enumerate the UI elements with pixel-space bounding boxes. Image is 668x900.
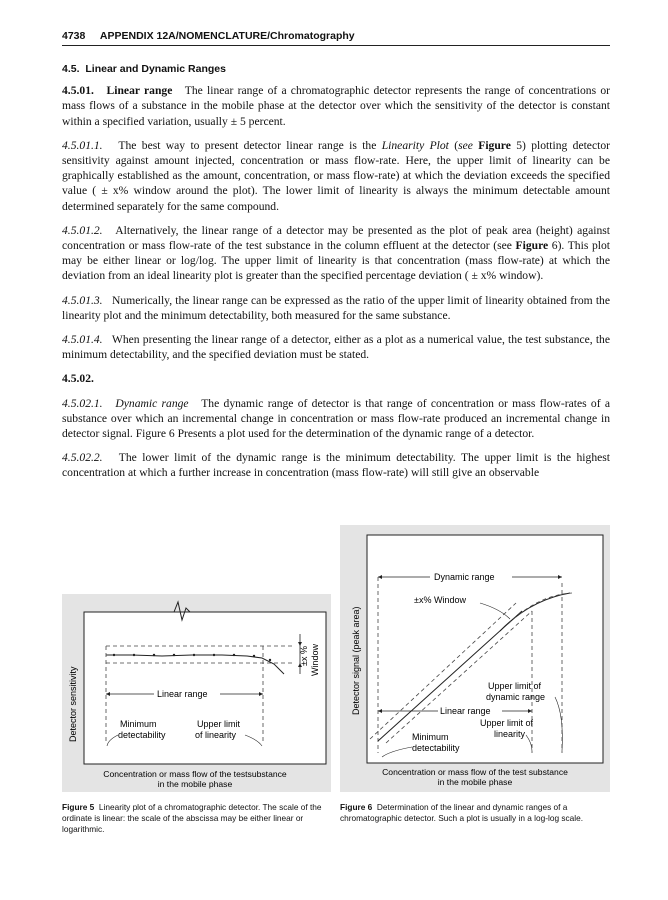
page-number: 4738: [62, 30, 86, 42]
fig6-upper-dyn-1: Upper limit of: [488, 681, 542, 691]
fig6-upper-dyn-2: dynamic range: [486, 692, 546, 702]
fig5-upper-2: of linearity: [195, 730, 237, 740]
running-header: [62, 30, 610, 46]
fig6-dynamic-range-label: Dynamic range: [434, 572, 495, 582]
fig5-min-det-2: detectability: [118, 730, 166, 740]
fig5-linear-range-label: Linear range: [157, 689, 208, 699]
fig5-upper-1: Upper limit: [197, 719, 241, 729]
fig6-window-label: ±x% Window: [414, 595, 466, 605]
fig5-window-label2: Window: [310, 643, 320, 676]
fig5-min-det-1: Minimum: [120, 719, 157, 729]
figure-6-caption: Figure 6 Determination of the linear and dynamic ranges of a chromatographic detector. Such a plot is usually in a log-log scale.: [340, 802, 584, 823]
figure-5-caption: Figure 5 Linearity plot of a chromatographic detector. The scale of the ordinate is linear: the scale of the abscissa may be either linear or logarithmic.: [62, 802, 322, 834]
paragraph-4-5-02-2: 4.5.02.2. The lower limit of the dynamic range is the minimum detectability. The upper limit is the highest concentration at which a further increase in concentration (mass flow-rate) will still give an observable: [62, 451, 610, 480]
fig6-frame: [367, 535, 603, 763]
paragraph-4-5-01-3: 4.5.01.3. Numerically, the linear range can be expressed as the ratio of the upper limit of linearity obtained from the linearity plot and the minimum detectability, both measured for the same substance.: [62, 293, 610, 322]
fig6-xlabel-2: in the mobile phase: [437, 777, 513, 787]
fig6-ylabel: Detector signal (peak area): [351, 606, 361, 715]
fig6-linear-range-label: Linear range: [440, 706, 491, 716]
fig6-min-det-1: Minimum: [412, 732, 449, 742]
paragraph-4-5-01: 4.5.01. Linear range The linear range of a chromatographic detector represents the range of concentrations or mass flows of a substance in the mobile phase at the detector over which the sensitivity of the detector is constant within a specified variation, usually ± 5 percent.: [62, 84, 610, 128]
fig5-ylabel: Detector sensitivity: [68, 666, 78, 742]
running-title: APPENDIX 12A/NOMENCLATURE/Chromatography: [99, 30, 355, 42]
fig5-window-label: ±x %: [299, 646, 309, 666]
paragraph-4-5-01-1: 4.5.01.1. The best way to present detector linear range is the Linearity Plot (see Figure 5) plotting detector sensitivity against amount injected, concentration or mass flow-rate. Here, the upper limit of linearity can be graphically established as the amount, concentration, or mass flow-rate) at which the deviation exceeds the specified value ( ± x% window around the plot). The lower limit of linearity is always the minimum detectable amount determined separately for the same compound.: [62, 138, 610, 213]
figure-6-plot: [340, 525, 610, 792]
figure-5-plot: [62, 594, 331, 792]
fig5-xlabel-2: in the mobile phase: [157, 779, 233, 789]
fig6-upper-lin-2: linearity: [494, 729, 526, 739]
section-heading: 4.5. Linear and Dynamic Ranges: [62, 63, 226, 75]
paragraph-4-5-02: 4.5.02.: [62, 372, 94, 386]
fig6-min-det-2: detectability: [412, 743, 460, 753]
fig6-upper-lin-1: Upper limit of: [480, 718, 534, 728]
paragraph-4-5-01-4: 4.5.01.4. When presenting the linear range of a detector, either as a plot as a numerical value, the test substance, the minimum detectability, and the specified deviation must be stated.: [62, 333, 610, 362]
paragraph-4-5-01-2: 4.5.01.2. Alternatively, the linear range of a detector may be presented as the plot of peak area (height) against concentration or mass flow-rate of the test substance in the column effluent at the detector (see Figure 6). This plot may be either linear or log/log. The upper limit of linearity is that concentration (mass flow-rate) at which the deviation from an ideal linearity plot is greater than the specified percentage deviation ( ± x% window).: [62, 223, 610, 283]
fig5-xlabel-1: Concentration or mass flow of the testsubstance: [103, 769, 287, 779]
body-text: [62, 62, 610, 490]
fig6-xlabel-1: Concentration or mass flow of the test substance: [382, 767, 568, 777]
paragraph-4-5-02-1: 4.5.02.1. Dynamic range The dynamic range of detector is that range of concentration or mass flow-rates of a substance over which an incremental change in concentration or mass flow-rate produced an incremental change in detector signal. Figure 6 Presents a plot used for the determination of the dynamic range of a detector.: [62, 396, 610, 441]
